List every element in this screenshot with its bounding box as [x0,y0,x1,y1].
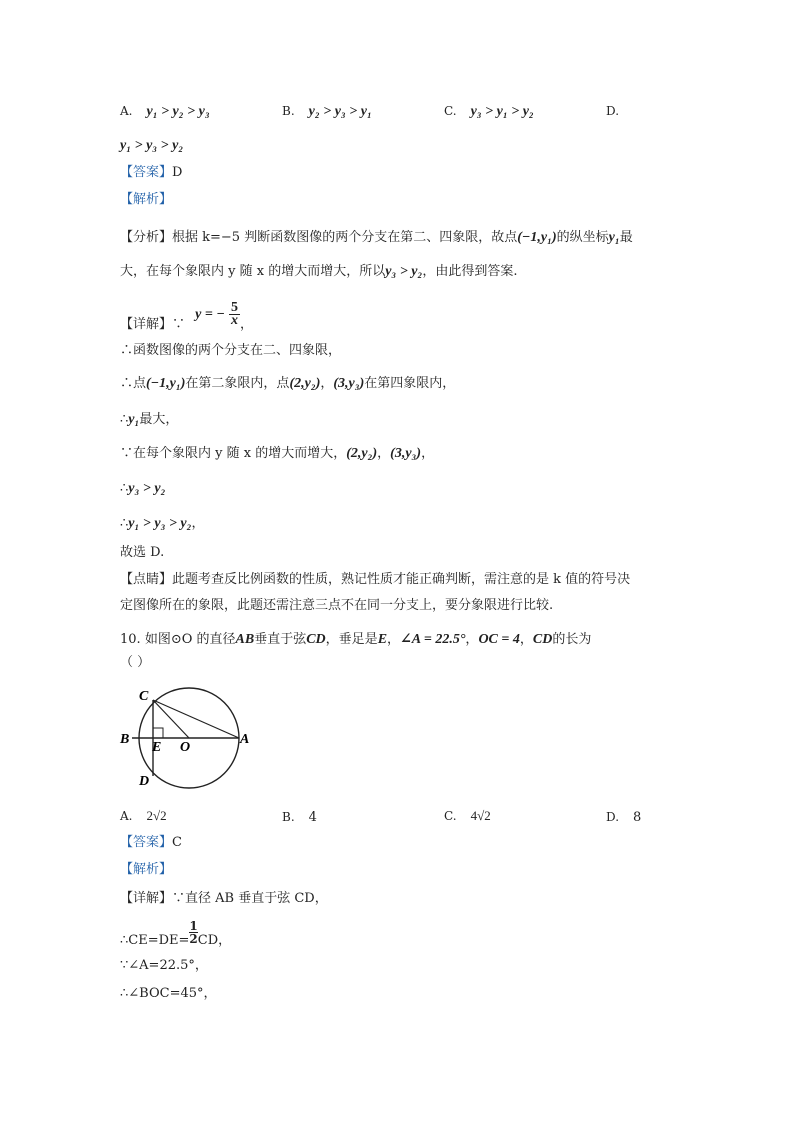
q9-option-d-value: y₁ > y₃ > y₂ [120,138,184,153]
q9-fenxi-line1: 【分析】根据 k=−5 判断函数图像的两个分支在第二、四象限，故点(−1,y₁)的纵坐标y₁最 [120,230,633,245]
q9-option-a: A. y₁ > y₂ > y₃ [120,104,210,119]
q9-xiangjie-formula: 【详解】∵ y = − $\frac{5}{x}$ ， [120,300,254,332]
q10-s1: 【详解】∵直径 AB 垂直于弦 CD， [120,891,328,906]
q10-option-c: C. 4√2 [444,808,491,823]
q10-option-a: A. 2√2 [120,808,167,823]
fraction-1-over-2: $\frac{1}{2}$ [189,919,198,946]
fraction-5-over-x: $\frac{5}{x}$ [231,300,238,328]
segment-ca [153,700,239,738]
q10-s3: ∵∠A=22.5°， [120,958,208,973]
label-o: O [180,740,191,755]
q9-dianjing-line2: 定图像所在的象限，此题还需注意三点不在同一分支上，要分象限进行比较. [120,598,554,613]
q9-conclusion: 故选 D. [120,545,165,560]
q9-step4: ∵在每个象限内 y 随 x 的增大而增大，(2,y₂)，(3,y₃)， [120,446,435,461]
q9-analysis-tag: 【解析】 [120,192,173,207]
right-angle-mark [153,728,163,738]
q9-dianjing-line1: 【点睛】此题考查反比例函数的性质，熟记性质才能正确判断，需注意的是 k 值的符号决 [120,572,631,587]
label-e: E [152,740,162,755]
q9-option-c: C. y₃ > y₁ > y₂ [444,104,534,119]
q10-analysis-tag: 【解析】 [120,862,173,877]
q9-step6: ∴y₁ > y₃ > y₂， [120,516,205,531]
q9-fenxi-line2: 大，在每个象限内 y 随 x 的增大而增大，所以y₃ > y₂，由此得到答案. [120,264,518,279]
label-d: D [139,774,150,789]
q9-step3: ∴y₁最大， [120,412,179,427]
q9-step2: ∴点(−1,y₁)在第二象限内，点(2,y₂)，(3,y₃)在第四象限内， [120,376,456,391]
circle-figure [112,676,262,800]
label-c: C [139,689,149,704]
label-b: B [120,732,130,747]
q10-stem: 10. 如图⊙O 的直径AB垂直于弦CD，垂足是E，∠A = 22.5°，OC = 4，CD的长为 [120,632,592,647]
q10-s2: ∴CE=DE= $\frac{1}{2}$ CD， [120,919,232,948]
label-a: A [240,732,250,747]
q9-option-b: B. y₂ > y₃ > y₁ [282,104,372,119]
segment-co [153,700,189,738]
q10-s4: ∴∠BOC=45°， [120,986,217,1001]
q10-answer: 【答案】C [120,835,182,850]
q10-paren: （ ） [120,655,151,670]
q10-option-b: B. 4 [282,810,317,825]
q9-answer: 【答案】D [120,165,183,180]
q9-step5: ∴y₃ > y₂ [120,481,166,496]
q9-step1: ∴函数图像的两个分支在二、四象限， [120,343,342,358]
q10-option-d: D. 8 [606,810,642,825]
q9-option-d: D. [606,104,620,118]
